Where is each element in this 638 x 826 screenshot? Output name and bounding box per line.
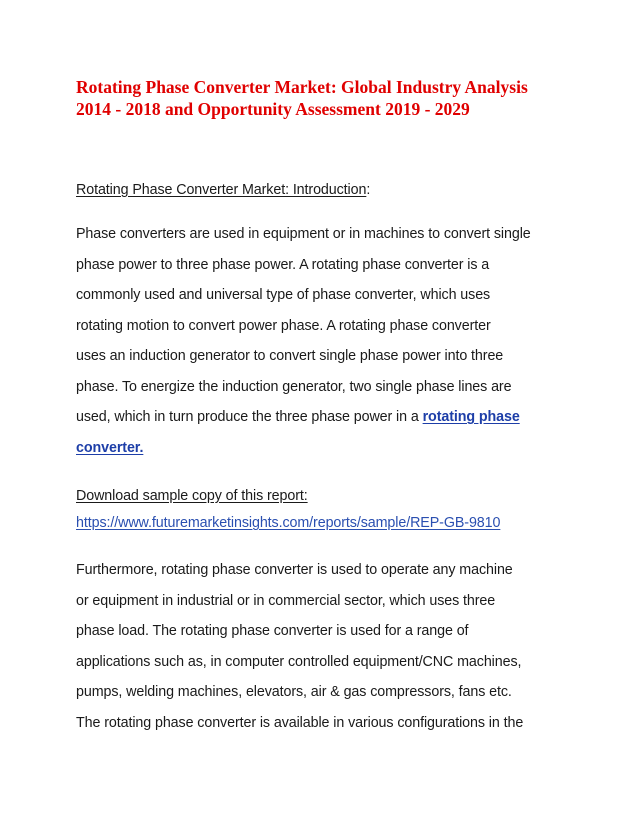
document-title <box>76 76 576 120</box>
download-sample-link[interactable]: https://www.futuremarketinsights.com/reports/sample/REP-GB-9810 <box>76 515 501 531</box>
paragraph-line: The rotating phase converter is available in various configurations in the <box>76 714 524 731</box>
paragraph-line-with-link <box>76 407 576 438</box>
paragraph-line: Furthermore, rotating phase converter is used to operate any machine <box>76 562 513 578</box>
paragraph-line: phase. To energize the induction generator, two single phase lines are <box>76 378 512 395</box>
intro-heading-colon: : <box>366 182 371 198</box>
download-sample-label: Download sample copy of this report: <box>76 488 308 504</box>
paragraph-line-text: used, which in turn produce the three phase power in a <box>76 409 423 425</box>
intro-heading-text: Rotating Phase Converter Market: Introduction <box>76 182 367 198</box>
intro-paragraph <box>76 224 576 458</box>
rotating-phase-converter-link-continued[interactable]: converter. <box>76 439 144 456</box>
paragraph-line: phase load. The rotating phase converter is used for a range of <box>76 623 469 639</box>
title-line-1: Rotating Phase Converter Market: Global Industry Analysis <box>76 77 528 97</box>
paragraph-line: phase power to three phase power. A rotating phase converter is a <box>76 256 490 273</box>
paragraph-line: or equipment in industrial or in commercial sector, which uses three <box>76 592 496 609</box>
paragraph-line-link-continuation <box>76 438 576 458</box>
intro-heading <box>76 180 370 200</box>
paragraph-line: applications such as, in computer controlled equipment/CNC machines, <box>76 653 522 670</box>
paragraph-line: Phase converters are used in equipment or in machines to convert single <box>76 226 531 242</box>
paragraph-line: commonly used and universal type of phase converter, which uses <box>76 287 491 303</box>
paragraph-line: uses an induction generator to convert single phase power into three <box>76 348 504 364</box>
paragraph-line: rotating motion to convert power phase. A rotating phase converter <box>76 317 491 334</box>
rotating-phase-converter-link[interactable]: rotating phase <box>422 409 520 425</box>
title-line-2: 2014 - 2018 and Opportunity Assessment 2019 - 2029 <box>76 99 470 119</box>
paragraph-line: pumps, welding machines, elevators, air & gas compressors, fans etc. <box>76 684 512 700</box>
applications-paragraph <box>76 560 576 733</box>
